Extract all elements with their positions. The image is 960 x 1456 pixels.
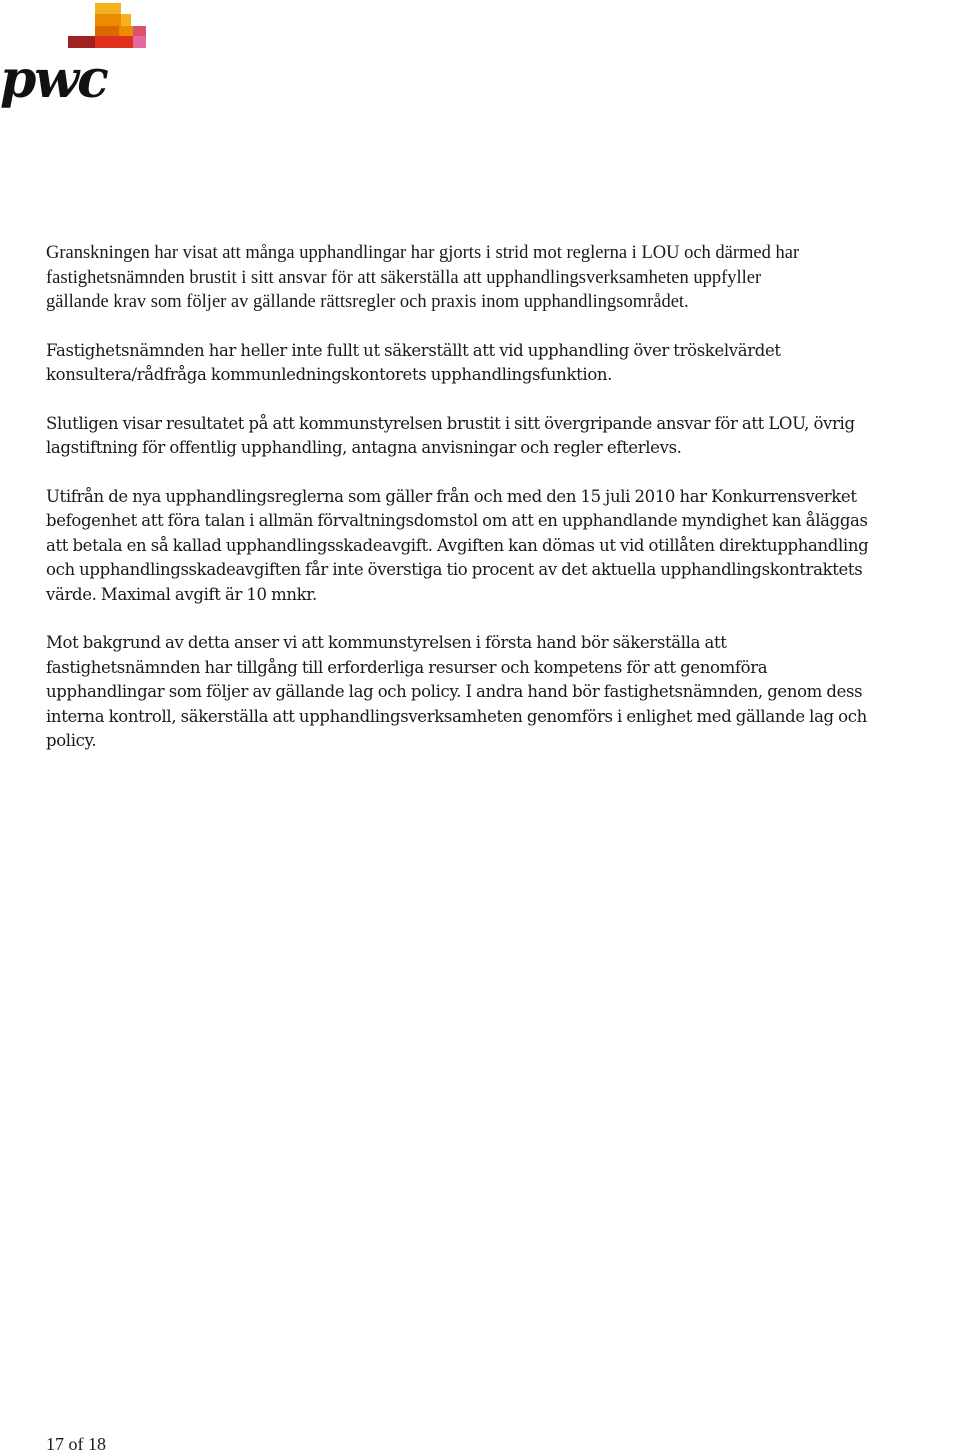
paragraph-findings [46,241,958,315]
pwc-logo [0,0,150,120]
logo-block [133,36,146,48]
paragraph-responsibility [46,412,958,461]
logo-wordmark: pwc [0,49,107,110]
text-line: fastighetsnämnden brustit i sitt ansvar för att säkerställa att upphandlingsverksamheten uppfyller [46,267,762,288]
text-line: att betala en så kallad upphandlingsskadeavgift. Avgiften kan dömas ut vid otillåten direktupphandling [46,535,869,555]
logo-block [95,26,119,36]
text-line: Utifrån de nya upphandlingsreglerna som gäller från och med den 15 juli 2010 har Konkurrensverket [46,486,857,506]
logo-block [119,36,133,48]
text-line: fastighetsnämnden har tillgång till erforderliga resurser och kompetens för att genomföra [46,657,768,677]
pwc-logo-mark [0,0,150,120]
logo-block [119,26,133,36]
logo-block [133,26,146,36]
text-line: och upphandlingsskadeavgiften får inte överstiga tio procent av det aktuella upphandlingskontraktets [46,560,863,579]
text-line: Granskningen har visat att många upphandlingar har gjorts i strid mot reglerna i LOU och därmed har [46,243,800,263]
text-line: policy. [46,731,97,750]
logo-block [95,3,121,14]
text-line: upphandlingar som följer av gällande lag och policy. I andra hand bör fastighetsnämnden, genom dess [46,682,863,701]
text-line: befogenhet att föra talan i allmän förvaltningsdomstol om att en upphandlande myndighet kan åläggas [46,511,868,530]
logo-block [68,36,95,48]
document-body [46,241,958,778]
text-line: interna kontroll, säkerställa att upphandlingsverksamheten genomförs i enlighet med gällande lag och [46,706,867,726]
text-line: värde. Maximal avgift är 10 mnkr. [46,584,317,604]
text-line: Fastighetsnämnden har heller inte fullt ut säkerställt att vid upphandling över tröskelvärdet [46,340,781,360]
paragraph-recommendation [46,631,958,754]
page-number: 17 of 18 [46,1434,106,1454]
paragraph-new-rules [46,485,958,608]
text-line: Slutligen visar resultatet på att kommunstyrelsen brustit i sitt övergripande ansvar för att LOU, övrig [46,413,855,433]
text-line: lagstiftning för offentlig upphandling, antagna anvisningar och regler efterlevs. [46,438,682,457]
logo-block [95,36,119,48]
text-line: Mot bakgrund av detta anser vi att kommunstyrelsen i första hand bör säkerställa att [46,633,727,652]
logo-block [95,14,121,26]
text-line: konsultera/rådfråga kommunledningskontorets upphandlingsfunktion. [46,365,613,384]
paragraph-threshold [46,339,958,388]
text-line: gällande krav som följer av gällande rättsregler och praxis inom upphandlingsområdet. [46,292,689,312]
logo-block [121,14,131,26]
